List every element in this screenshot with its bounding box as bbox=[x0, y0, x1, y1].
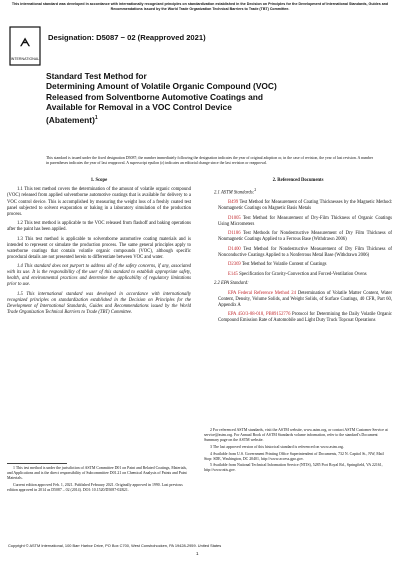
title-line: Determining Amount of Volatile Organic Compound (VOC) bbox=[46, 81, 277, 92]
svg-text:ᗅ: ᗅ bbox=[19, 37, 31, 49]
reference-code-link[interactable]: EPA 450/3-88-018, PB89152776 bbox=[228, 312, 291, 318]
footnote-rule bbox=[7, 463, 67, 464]
referenced-documents-section bbox=[204, 178, 392, 328]
reference-code-link[interactable]: D1005 bbox=[228, 215, 241, 221]
footnote: 5 Available from National Technical Information Service (NTIS), 5285 Port Royal Rd., Springfield, VA 22161, http://www.ntis.gov. bbox=[204, 463, 383, 473]
footnote: 1 This test method is under the jurisdiction of ASTM Committee D01 on Paint and Related Coatings, Materials, and Applications and is the direct responsibility of Subcommittee D01.21 on Chemical Analysis of Paints and Paint Materials. bbox=[7, 466, 188, 480]
issuance-note: This standard is issued under the fixed designation D5087; the number immediately following the designation indicates the year of original adoption or, in the case of revision, the year of last revision. A number in parentheses indicates the year of last reapproval. A superscript epsilon (ε) indicates an editorial change since the last revision or reapproval. bbox=[46, 156, 374, 165]
reference-entry bbox=[204, 262, 392, 268]
page-number: 1 bbox=[196, 551, 199, 556]
footnote: 4 Available from U.S. Government Printing Office Superintendent of Documents, 732 N. Capitol St., NW, Mail Stop: SDE, Washington, DC 20401, http://www.access.gpo.gov. bbox=[204, 451, 384, 461]
reference-entry bbox=[204, 231, 392, 243]
scope-heading: 1. Scope bbox=[90, 178, 108, 183]
paragraph-1-1: 1.1 This test method covers the determination of the amount of volatile organic compound (VOC) released from applied solventborne automotive coatings that is available for delivery to a VOC control device. This is accomplished by measuring the weight loss of a freshly coated test panel subjected to solvent evaporation or baking in a laboratory simulation of the production process. bbox=[7, 187, 191, 217]
title-line: Released from Solventborne Automotive Coatings and bbox=[46, 91, 264, 102]
scope-section bbox=[7, 178, 191, 319]
paragraph-1-5: 1.5 This international standard was developed in accordance with internationally recognized principles on standardization established in the Decision on Principles for the Development of International Standards, Guides and Recommendations issued by the World Trade Organization Technical Barriers to Trade (TBT) Committee. bbox=[7, 291, 191, 315]
title-line: Standard Test Method for bbox=[46, 71, 147, 81]
reference-entry bbox=[204, 312, 392, 324]
paragraph-1-4: 1.4 This standard does not purport to address all of the safety concerns, if any, associated with its use. It is the responsibility of the user of this standard to establish appropriate safety, health, and environmental practices and determine the applicability of regulatory limitations prior to use. bbox=[7, 264, 191, 288]
paragraph-1-2: 1.2 This test method is applicable to the VOC released from flashoff and baking operations after the paint has been applied. bbox=[7, 221, 191, 233]
footnotes-left bbox=[7, 463, 191, 495]
reference-title: Test Method for Measurement of Dry-Film Thickness of Organic Coatings Using Micrometers bbox=[218, 215, 392, 227]
reference-title: Test Method for Nondestructive Measurement of Dry Film Thickness of Nonconductive Coatings Applied to a Nonferrous Metal Base (Withdrawn 2006) bbox=[218, 246, 392, 258]
reference-title: Test Methods for Nondestructive Measurement of Dry Film Thickness of Nonmagnetic Coatings Applied to a Ferrous Base (Withdrawn 2006) bbox=[218, 231, 392, 243]
references-heading: 2. Referenced Documents bbox=[272, 178, 324, 183]
reference-code-link[interactable]: E145 bbox=[228, 271, 238, 277]
astm-logo bbox=[9, 26, 41, 66]
reference-entry bbox=[204, 247, 392, 259]
reference-code-link[interactable]: EPA Federal Reference Method 24 bbox=[228, 290, 296, 296]
title-footnote-mark: 1 bbox=[94, 114, 98, 121]
logo-text: INTERNATIONAL bbox=[10, 57, 40, 61]
footnotes-right bbox=[204, 428, 392, 475]
reference-title: Determination of Volatile Matter Content, Water Content, Density, Volume Solids, and Weight Solids, of Surface Coatings, 40 CFR, Part 60, Appendix A bbox=[218, 290, 393, 308]
footnote: 3 The last approved version of this historical standard is referenced on www.astm.org. bbox=[210, 444, 344, 449]
astm-standards-label: 2.1 ASTM Standards:$^2$ bbox=[214, 188, 257, 196]
reference-title: Test Method for Measurement of Coating Thicknesses by the Magnetic Method: Nonmagnetic Coatings on Magnetic Basis Metals bbox=[218, 200, 392, 212]
astm-reference-list bbox=[204, 200, 392, 277]
epa-standard-label: 2.2 EPA Standard: bbox=[214, 281, 249, 287]
epa-reference-list bbox=[204, 291, 392, 325]
reference-entry bbox=[204, 291, 392, 309]
title-line: (Abatement)$^1$ bbox=[46, 114, 98, 125]
footnote: Current edition approved Feb. 1, 2021. Published February 2021. Originally approved in 1990. Last previous edition approved in 2014 as D5087 – 02 (2014). DOI: 10.1520/D5087-02R21. bbox=[7, 482, 183, 492]
paragraph-1-3: 1.3 This test method is applicable to solventborne automotive coating materials and is intended to represent or simulate the production process. The same general principles apply to waterborne coatings that contain volatile organic compounds (VOC), although specific procedural details are not presented herein to differentiate between VOC and water. bbox=[7, 236, 191, 260]
reference-title: Specification for Gravity-Convection and Forced-Ventilation Ovens bbox=[239, 271, 367, 277]
reference-title: Protocol for Determining the Daily Volatile Organic Compound Emission Rate of Automobile and Light Duty Truck Topcoat Operations bbox=[218, 312, 393, 324]
reference-entry bbox=[204, 200, 392, 212]
reference-code-link[interactable]: B499 bbox=[228, 200, 239, 206]
footnote: 2 For referenced ASTM standards, visit the ASTM website, www.astm.org, or contact ASTM Customer Service at service@astm.org. For Annual Book of ASTM Standards volume information, refer to the standard's Document Summary page on the ASTM website. bbox=[204, 428, 388, 442]
reference-code-link[interactable]: D2369 bbox=[228, 262, 241, 268]
copyright-footer: Copyright © ASTM International, 100 Barr Harbor Drive, PO Box C700, West Conshohocken, PA 19428-2959. United States bbox=[8, 543, 222, 548]
reference-code-link[interactable]: D1400 bbox=[228, 246, 241, 252]
reference-title: Test Method for Volatile Content of Coatings bbox=[241, 262, 327, 268]
reference-code-link[interactable]: D1186 bbox=[228, 231, 241, 237]
reference-entry bbox=[204, 272, 392, 278]
document-title bbox=[46, 71, 346, 125]
wto-notice: This international standard was developed in accordance with internationally recognized principles on standardization established in the Decision on Principles for the Development of International Standards, Guides and Recommendations issued by the World Trade Organization Technical Barriers to Trade (TBT) Committee. bbox=[11, 2, 389, 11]
designation: Designation: D5087 − 02 (Reapproved 2021) bbox=[48, 33, 206, 42]
title-line: Available for Removal in a VOC Control Device bbox=[46, 102, 232, 113]
reference-entry bbox=[204, 216, 392, 228]
